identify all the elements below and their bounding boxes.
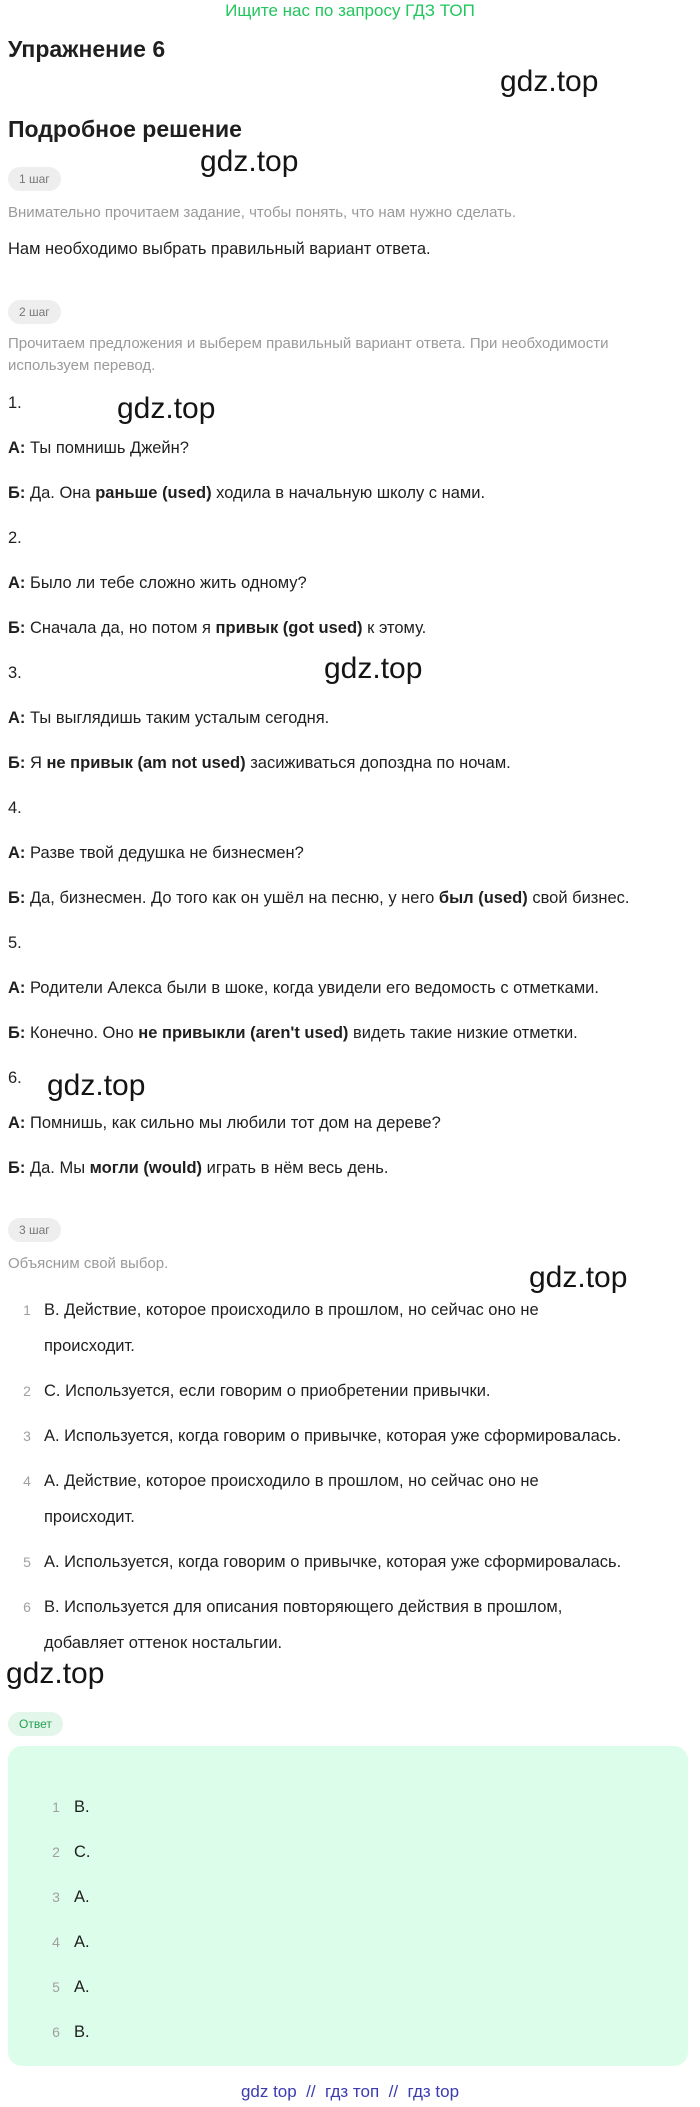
dialog-line-a bbox=[8, 706, 698, 730]
dialog-text: Родители Алекса были в шоке, когда увидели его ведомость с отметками. bbox=[30, 979, 599, 997]
watermark: gdz.top bbox=[324, 652, 423, 685]
speaker-label: Б: bbox=[8, 1159, 26, 1177]
dialog-line-b bbox=[8, 616, 698, 640]
list-number: 5 bbox=[23, 1554, 31, 1570]
answer-value: B. bbox=[74, 1798, 90, 1816]
answer-number: 6 bbox=[52, 2024, 60, 2040]
answer-number: 4 bbox=[52, 1934, 60, 1950]
dialog-text: Сначала да, но потом я bbox=[29, 619, 216, 637]
answer-value: B. bbox=[74, 2023, 90, 2041]
answer-value: C. bbox=[74, 1843, 91, 1861]
dialog-text: ходила в начальную школу с нами. bbox=[211, 484, 486, 502]
list-text: происходит. bbox=[44, 1508, 135, 1526]
footer-links[interactable]: gdz top // гдз топ // гдз top bbox=[240, 2082, 460, 2101]
speaker-label: Б: bbox=[8, 754, 26, 772]
answer-number: 1 bbox=[52, 1799, 60, 1815]
dialog-text: Ты помнишь Джейн? bbox=[30, 439, 189, 457]
dialog-number: 6. bbox=[8, 1069, 22, 1087]
list-text: B. Используется для описания повторяющего действия в прошлом, bbox=[44, 1598, 563, 1616]
step-chip: 1 шаг bbox=[8, 167, 61, 191]
list-text: происходит. bbox=[44, 1337, 135, 1355]
answer-highlight: не привык (am not used) bbox=[46, 754, 246, 772]
list-number: 1 bbox=[23, 1302, 31, 1318]
answer-number: 5 bbox=[52, 1979, 60, 1995]
dialog-line-b bbox=[8, 1021, 698, 1045]
speaker-label: А: bbox=[8, 1114, 26, 1132]
answer-value: A. bbox=[74, 1933, 90, 1951]
answer-highlight: раньше (used) bbox=[95, 484, 212, 502]
dialog-line-a bbox=[8, 841, 698, 865]
exercise-title: Упражнение 6 bbox=[8, 36, 166, 62]
list-number: 6 bbox=[23, 1599, 31, 1615]
dialog-number: 3. bbox=[8, 664, 22, 682]
answer-highlight: был (used) bbox=[438, 889, 528, 907]
watermark: gdz.top bbox=[500, 65, 599, 98]
answer-highlight: не привыкли (aren't used) bbox=[138, 1024, 349, 1042]
list-number: 2 bbox=[23, 1383, 31, 1399]
answer-number: 3 bbox=[52, 1889, 60, 1905]
dialog-text: видеть такие низкие отметки. bbox=[348, 1024, 578, 1042]
dialog-line-b bbox=[8, 751, 698, 775]
answer-value: A. bbox=[74, 1888, 90, 1906]
speaker-label: А: bbox=[8, 709, 26, 727]
dialog-text: Помнишь, как сильно мы любили тот дом на дереве? bbox=[30, 1114, 441, 1132]
dialog-text: Конечно. Оно bbox=[29, 1024, 139, 1042]
speaker-label: А: bbox=[8, 439, 26, 457]
dialog-line-b bbox=[8, 481, 698, 505]
dialog-line-a bbox=[8, 571, 698, 595]
dialog-number: 1. bbox=[8, 394, 22, 412]
dialog-text: Да. Мы bbox=[29, 1159, 90, 1177]
speaker-label: Б: bbox=[8, 889, 26, 907]
dialog-line-b bbox=[8, 886, 698, 910]
speaker-label: Б: bbox=[8, 619, 26, 637]
speaker-label: А: bbox=[8, 979, 26, 997]
dialog-line-a bbox=[8, 436, 698, 460]
speaker-label: А: bbox=[8, 844, 26, 862]
list-number: 4 bbox=[23, 1473, 31, 1489]
dialog-text: Я bbox=[29, 754, 47, 772]
watermark: gdz.top bbox=[47, 1069, 146, 1102]
step-instruction: Внимательно прочитаем задание, чтобы понять, что нам нужно сделать. bbox=[8, 204, 517, 221]
dialog-number: 2. bbox=[8, 529, 22, 547]
dialog-text: к этому. bbox=[362, 619, 427, 637]
step-instruction: Прочитаем предложения и выберем правильный вариант ответа. При необходимости используем перевод. bbox=[8, 335, 609, 374]
watermark: gdz.top bbox=[529, 1261, 628, 1294]
answer-value: A. bbox=[74, 1978, 90, 1996]
speaker-label: Б: bbox=[8, 484, 26, 502]
list-text: B. Действие, которое происходило в прошлом, но сейчас оно не bbox=[44, 1301, 539, 1319]
dialog-text: Да. Она bbox=[29, 484, 96, 502]
step-chip: 3 шаг bbox=[8, 1218, 61, 1242]
step-text: Нам необходимо выбрать правильный вариант ответа. bbox=[8, 240, 431, 258]
list-text: добавляет оттенок ностальгии. bbox=[44, 1634, 283, 1652]
dialog-text: засиживаться допоздна по ночам. bbox=[245, 754, 511, 772]
list-number: 3 bbox=[23, 1428, 31, 1444]
answer-number: 2 bbox=[52, 1844, 60, 1860]
step-instruction: Объясним свой выбор. bbox=[8, 1255, 169, 1272]
dialog-text: Ты выглядишь таким усталым сегодня. bbox=[30, 709, 330, 727]
list-text: A. Используется, когда говорим о привычке, которая уже сформировалась. bbox=[44, 1427, 622, 1445]
watermark: gdz.top bbox=[117, 392, 216, 425]
dialog-line-a bbox=[8, 976, 698, 1000]
dialog-text: Да, бизнесмен. До того как он ушёл на песню, у него bbox=[29, 889, 439, 907]
list-text: C. Используется, если говорим о приобретении привычки. bbox=[44, 1382, 491, 1400]
answer-highlight: могли (would) bbox=[89, 1159, 203, 1177]
dialog-number: 5. bbox=[8, 934, 22, 952]
answer-chip: Ответ bbox=[8, 1712, 63, 1736]
step-chip: 2 шаг bbox=[8, 300, 61, 324]
list-text: A. Действие, которое происходило в прошлом, но сейчас оно не bbox=[44, 1472, 539, 1490]
dialog-text: Разве твой дедушка не бизнесмен? bbox=[30, 844, 304, 862]
watermark: gdz.top bbox=[200, 145, 299, 178]
answer-highlight: привык (got used) bbox=[215, 619, 363, 637]
search-banner[interactable]: Ищите нас по запросу ГДЗ ТОП bbox=[225, 1, 475, 20]
answer-panel bbox=[8, 1746, 688, 2066]
dialog-line-a bbox=[8, 1111, 698, 1135]
dialog-text: играть в нём весь день. bbox=[202, 1159, 389, 1177]
watermark: gdz.top bbox=[6, 1657, 105, 1690]
speaker-label: Б: bbox=[8, 1024, 26, 1042]
dialog-line-b bbox=[8, 1156, 698, 1180]
speaker-label: А: bbox=[8, 574, 26, 592]
dialog-number: 4. bbox=[8, 799, 22, 817]
dialog-text: свой бизнес. bbox=[527, 889, 630, 907]
dialog-text: Было ли тебе сложно жить одному? bbox=[30, 574, 307, 592]
solution-title: Подробное решение bbox=[8, 116, 242, 142]
list-text: A. Используется, когда говорим о привычке, которая уже сформировалась. bbox=[44, 1553, 622, 1571]
